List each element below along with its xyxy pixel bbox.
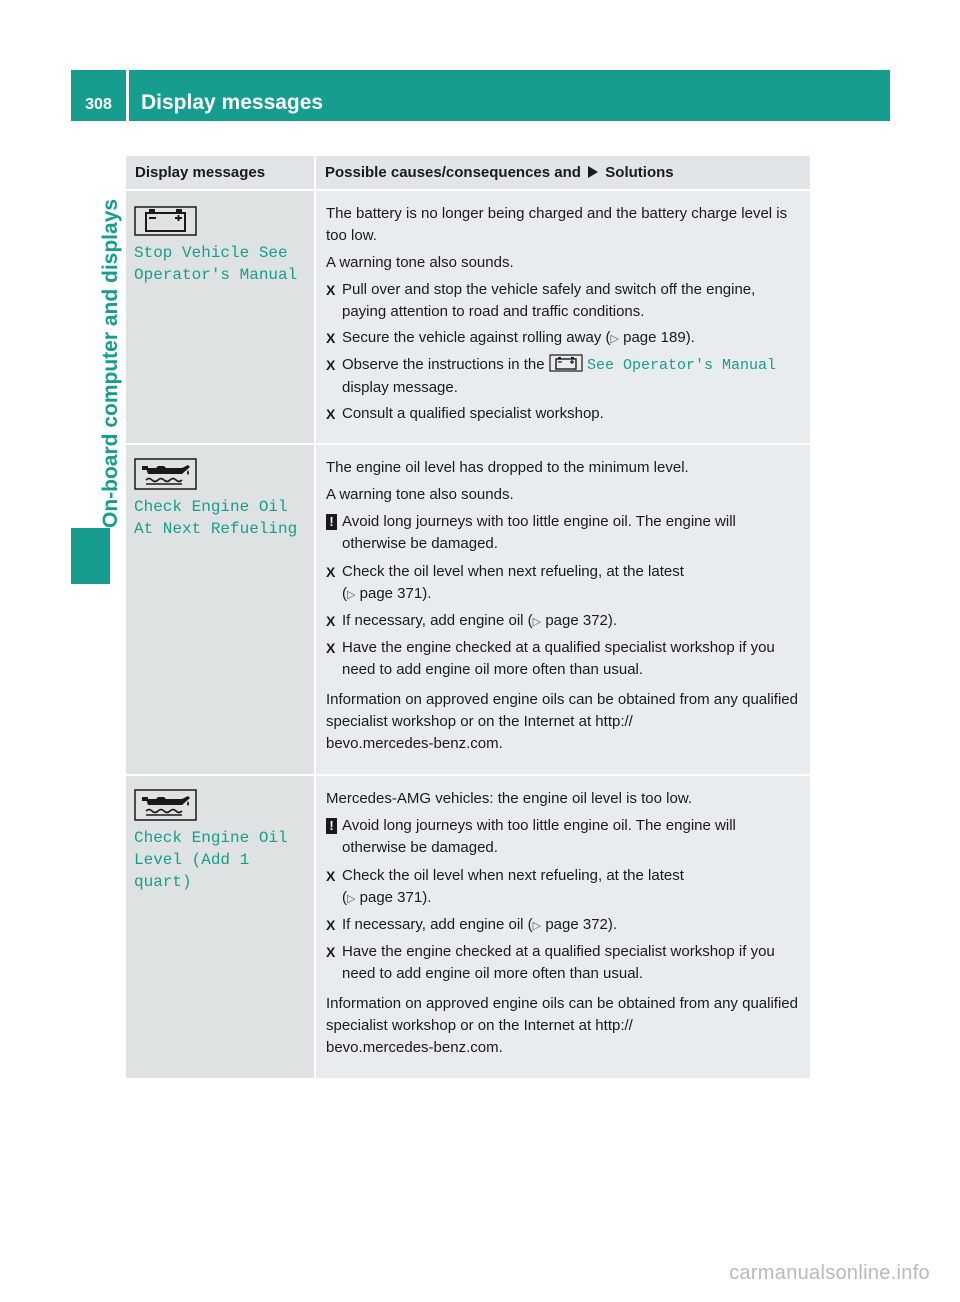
oil-can-icon [134,788,198,821]
page-ref-text[interactable]: page 371). [359,585,432,602]
step-text: If necessary, add engine oil ( [342,612,533,629]
paren-open: ( [342,889,347,906]
page-number: 308 [85,96,112,113]
step-item [326,327,800,350]
display-message-text: Check Engine Oil Level (Add 1 quart) [134,829,288,891]
step-mark: X [326,330,336,346]
cause-text: Mercedes-AMG vehicles: the engine oil level is too low. [326,790,693,807]
paren-open: ( [342,585,347,602]
message-cell [126,190,315,444]
warning-item [326,815,800,859]
step-mark: X [326,357,336,373]
step-mark: X [326,406,336,422]
page-ref-icon: ▷ [532,920,542,932]
step-item [326,610,800,633]
step-mark: X [326,613,336,629]
step-item [326,865,800,910]
play-arrow-icon [587,165,599,179]
warning-tone-text: A warning tone also sounds. [326,254,514,271]
solutions-cell [315,190,810,444]
battery-icon [134,203,198,236]
page-ref-icon: ▷ [610,333,619,345]
step-text: Observe the instructions in the [342,356,545,373]
oil-can-icon [134,457,198,490]
step-mark: X [326,944,336,960]
page-ref-text[interactable]: page 189). [623,329,695,346]
step-text: Consult a qualified specialist workshop. [342,405,604,422]
step-mark: X [326,868,336,884]
display-message-text: Check Engine Oil At Next Refueling [134,498,298,538]
page-title: Display messages [141,91,324,114]
table-header-row [126,156,810,190]
watermark: carmanualsonline.info [729,1262,930,1284]
col-header-solutions [315,156,810,190]
step-item [326,279,800,323]
step-text: display message. [342,379,458,396]
display-message-text: Stop Vehicle See Operator's Manual [134,244,298,284]
page-ref-icon: ▷ [347,589,356,601]
page-ref-text[interactable]: page 371). [359,889,432,906]
page-ref-icon: ▷ [532,616,542,628]
step-text: Pull over and stop the vehicle safely and switch off the engine, paying attention to road and traffic conditions. [342,281,756,320]
info-text: Information on approved engine oils can be obtained from any qualified specialist workshop or on the Internet at http:// bevo.mercedes-benz.com. [326,995,798,1056]
col-header-prefix: Possible causes/consequences and [325,164,581,181]
solutions-cell [315,775,810,1079]
step-item [326,637,800,681]
table-row [126,190,810,444]
step-text: Check the oil level when next refueling, at the latest [342,563,684,580]
side-tab-label: On-board computer and displays [99,198,122,528]
step-mark: X [326,640,336,656]
message-cell [126,444,315,775]
message-cell [126,775,315,1079]
warning-text: Avoid long journeys with too little engine oil. The engine will otherwise be damaged. [342,817,736,856]
step-item [326,403,800,425]
battery-icon [549,354,583,372]
warning-item [326,511,800,555]
step-mark: X [326,564,336,580]
side-tab-block [71,528,110,584]
step-item [326,354,800,399]
step-text: Check the oil level when next refueling, at the latest [342,867,684,884]
step-text: Have the engine checked at a qualified specialist workshop if you need to add engine oil more often than usual. [342,943,775,982]
display-messages-table [126,156,810,1080]
inline-display-message: See Operator's Manual [586,357,776,374]
cause-text: The battery is no longer being charged and the battery charge level is too low. [326,205,788,244]
warning-icon: ! [326,818,337,834]
page-ref-text[interactable]: page 372). [545,612,618,629]
header-divider [126,70,129,121]
step-item [326,941,800,985]
step-text: Secure the vehicle against rolling away ( [342,329,611,346]
step-text: If necessary, add engine oil ( [342,916,533,933]
step-item [326,914,800,937]
step-mark: X [326,917,336,933]
page-ref-icon: ▷ [347,893,356,905]
page-ref-text[interactable]: page 372). [545,916,618,933]
step-item [326,561,800,606]
col-header-suffix: Solutions [605,164,674,181]
cause-text: The engine oil level has dropped to the minimum level. [326,459,689,476]
warning-icon: ! [326,514,337,530]
col-header-display-messages: Display messages [126,156,315,190]
step-mark: X [326,282,336,298]
warning-tone-text: A warning tone also sounds. [326,486,514,503]
table-row [126,444,810,775]
step-text: Have the engine checked at a qualified specialist workshop if you need to add engine oil more often than usual. [342,639,775,678]
table-row [126,775,810,1079]
warning-text: Avoid long journeys with too little engine oil. The engine will otherwise be damaged. [342,513,736,552]
solutions-cell [315,444,810,775]
info-text: Information on approved engine oils can be obtained from any qualified specialist workshop or on the Internet at http:// bevo.mercedes-benz.com. [326,691,798,752]
